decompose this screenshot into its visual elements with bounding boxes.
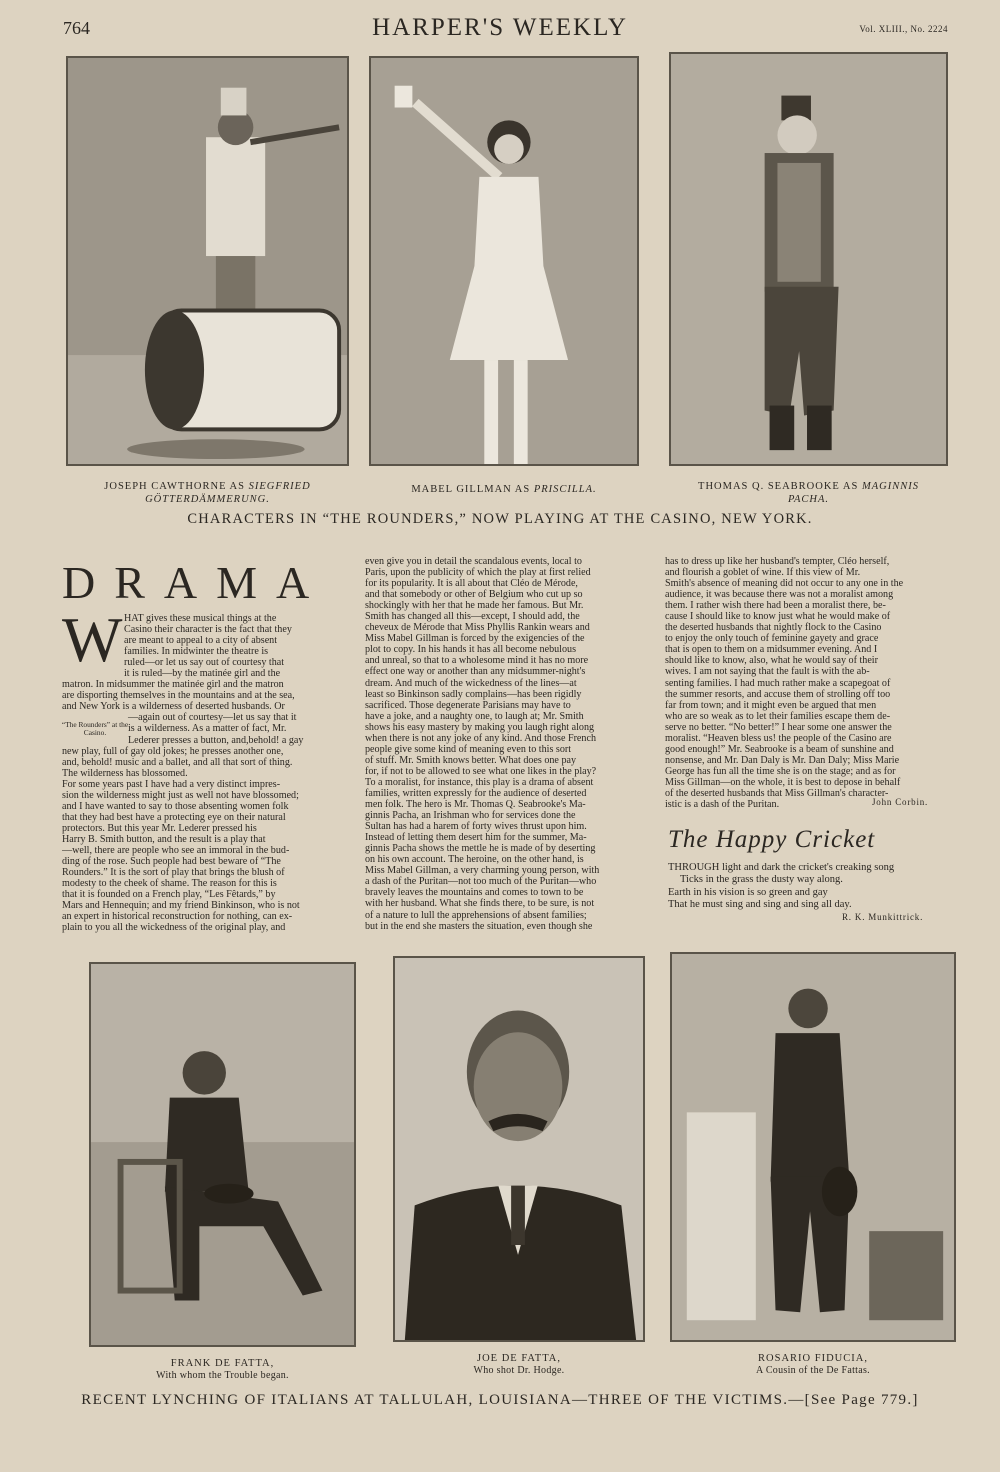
poem-lines <box>668 862 958 911</box>
col1-line: and New York is a wilderness of deserted husbands. Or <box>62 701 285 713</box>
photo-mabel-gillman <box>369 56 639 466</box>
col1-line: Mars and Hennequin; and my friend Binkinson, who is not <box>62 900 300 912</box>
col3-line: Smith's absence of meaning did not occur to any one in the <box>665 578 904 590</box>
col1-line: sion the wilderness might just as well not have blossomed; <box>62 789 299 801</box>
caption-role-line2: GÖTTERDÄMMERUNG. <box>145 494 270 506</box>
col2-line: To a moralist, for instance, this play is a drama of absent <box>365 776 594 788</box>
col3-line: far from town; and it might even be argued that men <box>665 699 877 711</box>
caption-role: MAGINNIS <box>861 481 919 492</box>
article-column-2 <box>365 556 655 932</box>
caption-role: PRISCILLA. <box>533 484 597 495</box>
col1-line: The wilderness has blossomed. <box>62 767 188 779</box>
col1-line: new play, full of gay old jokes; he presses another one, <box>62 745 284 757</box>
col2-line: shows his easy mastery by making you laugh right along <box>365 721 595 733</box>
col2-line: bravely leaves the mountains and comes to town to be <box>365 887 584 899</box>
col3-line: nonsense, and Mr. Dan Daly is Mr. Dan Daly; Miss Marie <box>665 754 900 766</box>
top-banner: CHARACTERS IN “THE ROUNDERS,” NOW PLAYING AT THE CASINO, NEW YORK. <box>187 511 813 527</box>
caption-text: MABEL GILLMAN AS <box>411 484 534 495</box>
caption-note: With whom the Trouble began. <box>156 1370 289 1382</box>
col3-line: George has fun all the time she is on the stage; and as for <box>665 765 896 777</box>
col2-line: Miss Mabel Gillman, a very charming young person, with <box>365 865 600 877</box>
col1-line: families. In midwinter the theatre is <box>124 646 269 658</box>
caption-role-line2: PACHA. <box>787 494 830 506</box>
caption-text: JOSEPH CAWTHORNE AS <box>104 481 249 492</box>
col2-line: Miss Mabel Gillman is forced by the exigencies of the <box>365 633 585 645</box>
col2-line: of stuff. Mr. Smith knows better. What does one pay <box>365 754 577 766</box>
col2-line: Paris, upon the publicity of which the play at first relied <box>365 567 591 579</box>
col3-line: the summer resorts, and accuse them of strolling off too <box>665 688 891 700</box>
col1-line: Lederer presses a button, and,behold! a gay <box>128 734 304 746</box>
col2-line: Instead of letting them desert him for the summer, Ma- <box>365 832 587 844</box>
poem-line: THROUGH light and dark the cricket's creaking song <box>668 862 895 873</box>
caption-mabel-gillman <box>369 483 639 496</box>
col1-line: HAT gives these musical things at the <box>124 613 277 624</box>
poem-title: The Happy Cricket <box>668 826 876 853</box>
photo-joe-de-fatta <box>393 956 645 1342</box>
col1-line: ding of the rose. Such people had best beware of “The <box>62 856 281 868</box>
col1-line: Rounders.” It is the sort of play that brings the blush of <box>62 867 285 879</box>
photo-frank-de-fatta <box>89 962 356 1347</box>
col1-line: —well, there are people who see an immoral in the bud- <box>62 844 290 856</box>
poem-line: Ticks in the grass the dusty way along. <box>680 874 843 886</box>
col3-line: serve no better. “No better!” I hear some one answer the <box>665 721 892 733</box>
poem-author: R. K. Munkittrick. <box>842 912 924 922</box>
col1-line: protectors. But this year Mr. Lederer pressed his <box>62 822 257 834</box>
col3-line: that is open to them on a midsummer evening. And I <box>665 644 878 656</box>
col2-line: ginnis Pacha, an Irishman who for services done the <box>365 810 576 822</box>
col2-line: effect one way or another than any midsummer-night's <box>365 666 586 678</box>
col2-line: Smith has changed all this—except, I should add, the <box>365 611 580 623</box>
col2-line: cheveux de Mérode that Miss Phyllis Rankin wears and <box>365 622 590 634</box>
article-column-1 <box>62 613 357 933</box>
col1-line: that it is founded on a French play, “Les Fêtards,” by <box>62 889 276 901</box>
col3-line: should like to know, also, what he would say of their <box>665 655 878 667</box>
col3-line: the deserted husbands that nightly flock to the Casino <box>665 622 882 634</box>
caption-note: Who shot Dr. Hodge. <box>473 1365 565 1377</box>
col3-line: to enjoy the only touch of feminine gayety and grace <box>665 633 879 645</box>
col3-line: Miss Gillman—on the whole, it is best to depose in behalf <box>665 776 901 788</box>
col3-line: and flourish a goblet of wine. If this view of Mr. <box>665 567 861 579</box>
poem-line: Earth in his vision is so green and gay <box>668 886 828 898</box>
caption-text: THOMAS Q. SEABROOKE AS <box>698 481 862 492</box>
col1-line: is a wilderness. As a matter of fact, Mr. <box>128 723 287 735</box>
col1-line: an expert in historical reconstruction for nothing, can ex- <box>62 911 293 923</box>
col2-line: when there is not any joke of any kind. And those French <box>365 732 596 744</box>
caption-name: JOE DE FATTA, <box>476 1353 561 1364</box>
col1-line: it is ruled—by the matinée girl and the <box>124 668 281 680</box>
col1-line: are meant to appeal to a city of absent <box>124 635 278 647</box>
col3-line: wives. I am not saying that the fault is with the ab- <box>665 666 870 678</box>
col2-line: Sultan has had a harem of forty wives thrust upon him. <box>365 821 587 833</box>
col2-line: families, written expressly for the audience of deserted <box>365 787 587 799</box>
col1-line: Harry B. Smith button, and the result is a play that <box>62 833 266 845</box>
dropcap: W <box>62 604 123 675</box>
col3-line: istic is a dash of the Puritan. <box>665 799 780 811</box>
poem-line: That he must sing and sing and sing all day. <box>668 898 852 910</box>
col2-line: sacrificed. Those degenerate Parisians may have to <box>365 699 571 711</box>
sidenote: “The Rounders” at the Casino. <box>61 720 129 737</box>
caption-role: SIEGFRIED <box>248 481 311 492</box>
col2-line: ginnis Pacha shows the mettle he is made of by deserting <box>365 843 596 855</box>
col2-line: people give some kind of meaning even to this sort <box>365 743 572 755</box>
col2-line: even give you in detail the scandalous events, local to <box>365 556 582 567</box>
col3-line: has to dress up like her husband's tempter, Cléo herself, <box>665 556 890 567</box>
col2-line: with her husband. What she finds there, to be sure, is not <box>365 898 595 910</box>
photo-thomas-seabrooke <box>669 52 948 466</box>
article-column-3 <box>665 556 957 810</box>
photo-rosario-fiducia <box>670 952 956 1342</box>
col2-line: dream. And much of the wickedness of the lines—at <box>365 677 577 689</box>
col3-line: of the deserted husbands that Miss Gillman's character- <box>665 787 889 799</box>
caption-name: FRANK DE FATTA, <box>170 1358 275 1369</box>
col3-line: them. I rather wish there had been a moralist there, be- <box>665 600 886 612</box>
col2-line: a dash of the Puritan—not too much of the Puritan—who <box>365 876 597 888</box>
photo-joseph-cawthorne <box>66 56 349 466</box>
caption-frank-de-fatta <box>89 1357 356 1383</box>
col2-line: shockingly with her that he made her famous. But Mr. <box>365 600 584 612</box>
col1-line: Casino their character is the fact that they <box>124 624 292 636</box>
col2-line: and that somebody or other of Belgium who cut up so <box>365 589 583 601</box>
col2-line: least so Binkinson sadly complains—has been rigidly <box>365 688 582 700</box>
col2-line: for its popularity. It is all about that Cléo de Mérode, <box>365 578 578 590</box>
col1-line: are disporting themselves in the mountains and at the sea, <box>62 690 295 702</box>
caption-rosario-fiducia <box>670 1352 956 1378</box>
col1-line: ruled—or let us say out of courtesy that <box>124 657 285 669</box>
caption-note: A Cousin of the De Fattas. <box>756 1365 870 1377</box>
col1-line: and I have wanted to say to those absenting women folk <box>62 800 289 812</box>
caption-joseph-cawthorne <box>66 480 349 506</box>
col1-line: matron. In midsummer the matinée girl and the matron <box>62 679 284 691</box>
col2-line: on his own account. The heroine, on the other hand, is <box>365 854 584 866</box>
col3-line: moralist. “Heaven bless us! the people of the Casino are <box>665 732 892 744</box>
col3-line: good enough!” Mr. Seabrooke is a beam of sunshine and <box>665 743 894 755</box>
caption-thomas-seabrooke <box>669 480 948 506</box>
col1-line: —again out of courtesy—let us say that it <box>128 712 297 724</box>
col1-line: modesty to the cheek of shame. The reason for this is <box>62 878 277 890</box>
col2-line: for, if not to be allowed to see what one likes in the play? <box>365 765 597 777</box>
bottom-banner: RECENT LYNCHING OF ITALIANS AT TALLULAH, LOUISIANA—THREE OF THE VICTIMS.—[See Page 779.] <box>81 1392 919 1408</box>
col3-line: audience, it was because there was not a moralist among <box>665 589 894 601</box>
col1-line: that they had best have a protecting eye on their natural <box>62 811 286 823</box>
article-title: DRAMA <box>62 557 329 608</box>
article-author: John Corbin. <box>872 797 929 807</box>
col3-line: who are so weak as to let their families escape them de- <box>665 710 891 722</box>
page-number: 764 <box>63 18 90 38</box>
col2-line: but in the end she masters the situation, even though she <box>365 920 593 932</box>
col2-line: men folk. The hero is Mr. Thomas Q. Seabrooke's Ma- <box>365 799 586 811</box>
caption-joe-de-fatta <box>393 1352 645 1378</box>
caption-name: ROSARIO FIDUCIA, <box>758 1353 868 1364</box>
col2-line: have a joke, and a naughty one, to laugh at; Mr. Smith <box>365 710 584 722</box>
col1-line: and, behold! music and a ballet, and all that sort of thing. <box>62 756 293 768</box>
col3-line: cause I should like to know just what he would make of <box>665 611 891 623</box>
col1-line: For some years past I have had a very distinct impres- <box>62 778 281 790</box>
col2-line: and unreal, so that to a wholesome mind it has no more <box>365 655 589 667</box>
col3-line: senting families. I had much rather make a scapegoat of <box>665 677 891 689</box>
col1-line: plain to you all the wickedness of the original play, and <box>62 922 286 934</box>
col2-line: plot to copy. In his hands it has all become nebulous <box>365 644 576 656</box>
masthead: HARPER'S WEEKLY <box>372 14 628 41</box>
col2-line: of a nature to lull the apprehensions of absent families; <box>365 909 587 921</box>
issue-number: Vol. XLIII., No. 2224 <box>859 24 948 34</box>
